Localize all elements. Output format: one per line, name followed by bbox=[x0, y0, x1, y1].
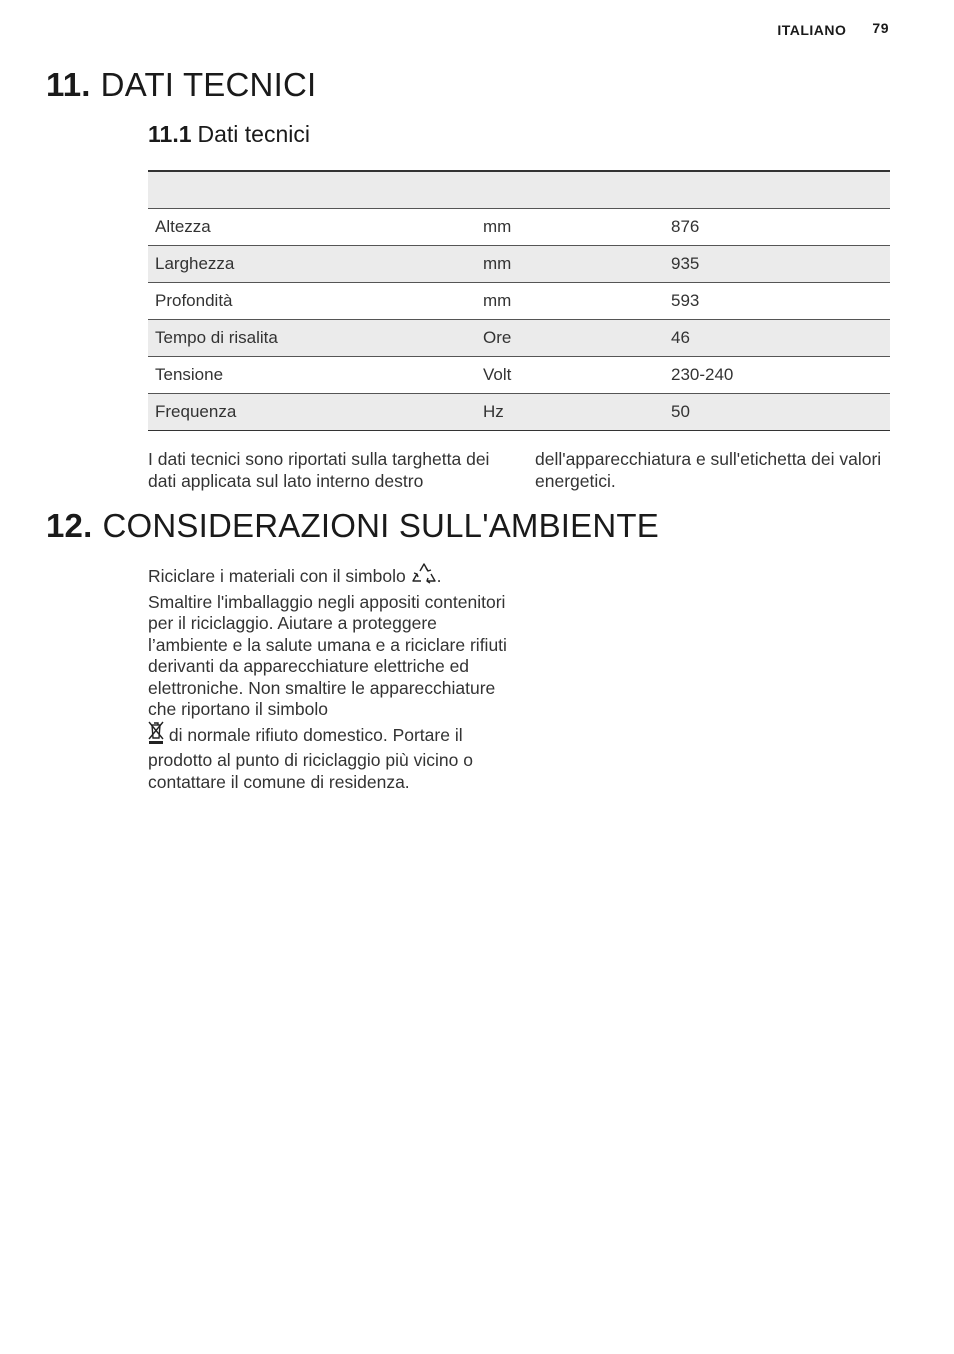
env-text-2: . Smaltire l'imballaggio negli appositi contenitori per il riciclaggio. Aiutare a proteggere l’ambiente e la salute umana e a riciclare rifiuti derivanti da apparecchiature elettriche ed elettroniche. Non smaltire le apparecchiature che riportano il simbolo bbox=[148, 566, 507, 719]
row-name: Frequenza bbox=[148, 393, 476, 430]
row-value: 593 bbox=[664, 282, 890, 319]
row-unit: mm bbox=[476, 245, 664, 282]
table-row bbox=[148, 319, 890, 356]
section-12-title: CONSIDERAZIONI SULL'AMBIENTE bbox=[102, 507, 659, 544]
section-12-heading bbox=[46, 507, 659, 545]
row-name: Profondità bbox=[148, 282, 476, 319]
recycle-icon bbox=[411, 562, 437, 592]
page-number: 79 bbox=[872, 20, 889, 36]
table-row bbox=[148, 393, 890, 430]
table-row bbox=[148, 356, 890, 393]
note-column-1: I dati tecnici sono riportati sulla targhetta dei dati applicata sul lato interno destro bbox=[148, 449, 490, 491]
language-label: ITALIANO bbox=[777, 22, 847, 38]
environment-paragraph bbox=[148, 562, 508, 793]
env-text-3: di normale rifiuto domestico. Portare il prodotto al punto di riciclaggio più vicino o contattare il comune di residenza. bbox=[148, 724, 473, 792]
row-unit: Hz bbox=[476, 393, 664, 430]
section-11-1-number: 11.1 bbox=[148, 121, 192, 147]
row-name: Tensione bbox=[148, 356, 476, 393]
table-row bbox=[148, 208, 890, 245]
table-row bbox=[148, 245, 890, 282]
row-value: 876 bbox=[664, 208, 890, 245]
table-header bbox=[148, 171, 890, 208]
row-unit: Volt bbox=[476, 356, 664, 393]
row-unit: mm bbox=[476, 208, 664, 245]
section-12-number: 12. bbox=[46, 507, 93, 544]
row-unit: mm bbox=[476, 282, 664, 319]
table-header-cell bbox=[148, 171, 890, 208]
technical-data-table bbox=[148, 170, 890, 431]
table-header-row bbox=[148, 171, 890, 208]
row-name: Altezza bbox=[148, 208, 476, 245]
row-unit: Ore bbox=[476, 319, 664, 356]
section-11-1-heading bbox=[148, 121, 310, 148]
table-body bbox=[148, 208, 890, 430]
row-name: Tempo di risalita bbox=[148, 319, 476, 356]
row-name: Larghezza bbox=[148, 245, 476, 282]
table-row bbox=[148, 282, 890, 319]
page-header bbox=[777, 22, 889, 38]
section-11-heading bbox=[46, 66, 316, 104]
row-value: 50 bbox=[664, 393, 890, 430]
row-value: 230-240 bbox=[664, 356, 890, 393]
section-11-1-title: Dati tecnici bbox=[197, 121, 310, 147]
env-text-1: Riciclare i materiali con il simbolo bbox=[148, 566, 411, 586]
row-value: 935 bbox=[664, 245, 890, 282]
section-11-number: 11. bbox=[46, 66, 91, 103]
note-column-2: dell'apparecchiatura e sull'etichetta dei valori energetici. bbox=[535, 449, 882, 491]
row-value: 46 bbox=[664, 319, 890, 356]
crossed-bin-icon bbox=[148, 721, 164, 751]
section-11-title: DATI TECNICI bbox=[100, 66, 317, 103]
